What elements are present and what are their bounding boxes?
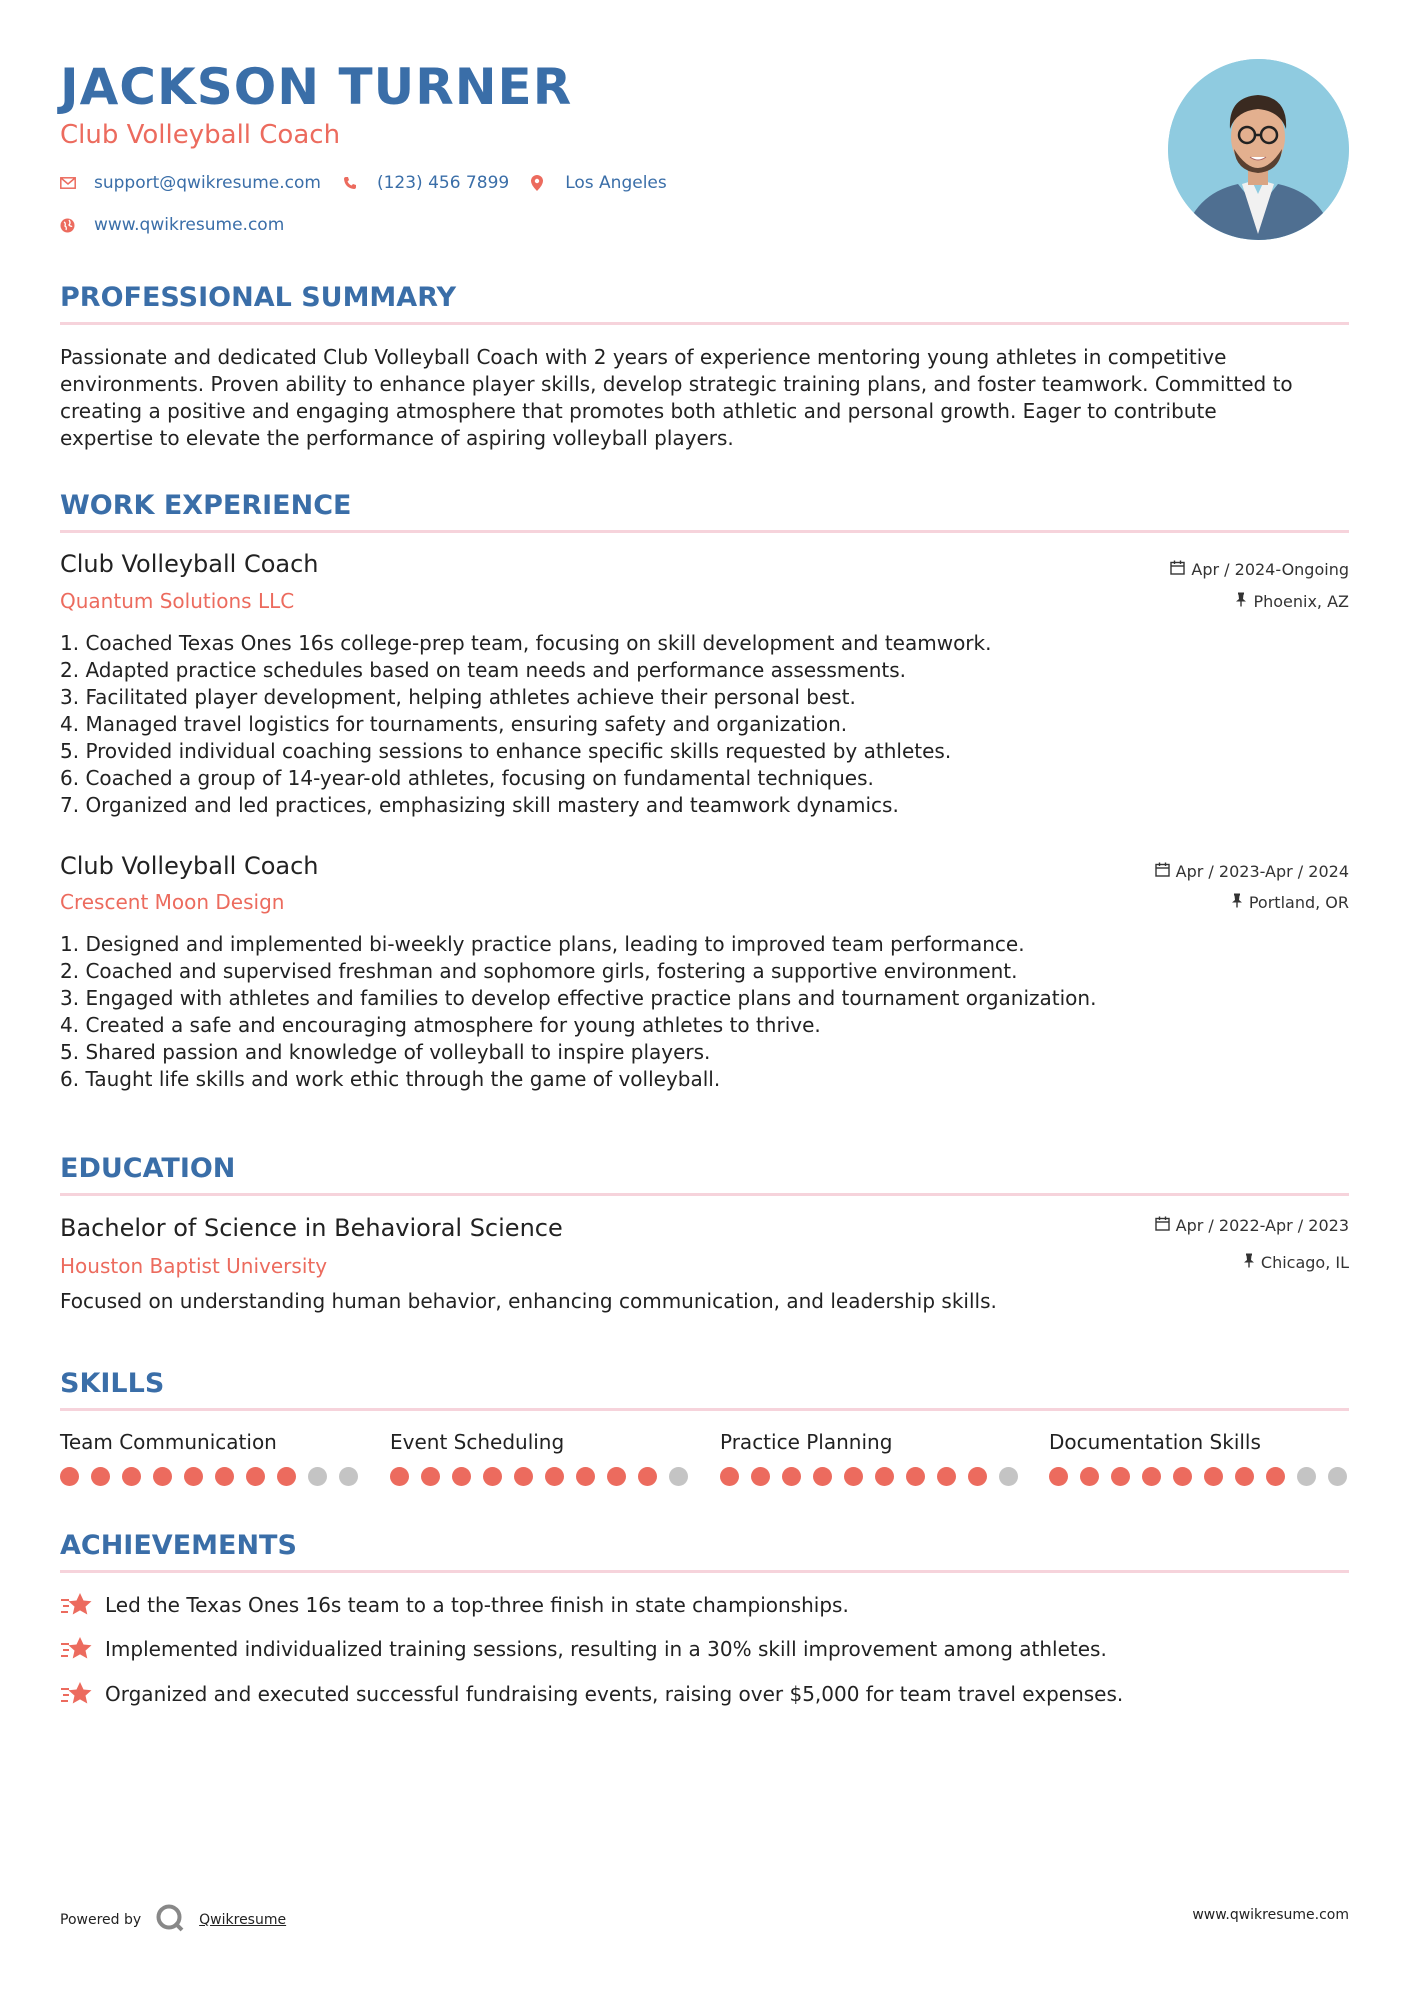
skill-dot-filled — [607, 1467, 626, 1486]
summary-heading: PROFESSIONAL SUMMARY — [60, 282, 457, 313]
pushpin-icon — [1235, 592, 1247, 611]
location-text: Los Angeles — [565, 173, 667, 193]
summary-line: Passionate and dedicated Club Volleyball Coach with 2 years of experience mentoring young athletes in competitive — [60, 345, 1227, 369]
section-divider — [60, 322, 1349, 325]
skill-dot-filled — [215, 1467, 234, 1486]
job-2-bullets — [60, 931, 1350, 1093]
calendar-icon — [1155, 862, 1170, 881]
website-row — [60, 215, 284, 235]
job-1-company: Quantum Solutions LLC — [60, 589, 295, 613]
skill-rating — [60, 1467, 358, 1486]
list-item: 5. Shared passion and knowledge of volleyball to inspire players. — [60, 1040, 711, 1064]
skill-dot-filled — [1080, 1467, 1099, 1486]
job-2-dates: Apr / 2023-Apr / 2024 — [1175, 862, 1349, 881]
skill-dot-filled — [1235, 1467, 1254, 1486]
achievement-item — [60, 1636, 1107, 1662]
section-divider — [60, 1408, 1349, 1411]
qwikresume-link[interactable]: Qwikresume — [199, 1912, 287, 1928]
map-pin-icon — [531, 175, 565, 191]
skill-name: Team Communication — [60, 1430, 277, 1454]
star-icon — [60, 1636, 105, 1662]
section-divider — [60, 1193, 1349, 1196]
skill-name: Documentation Skills — [1049, 1430, 1261, 1454]
skill-dot-filled — [875, 1467, 894, 1486]
job-1-location-row — [1235, 592, 1349, 611]
contact-row — [60, 173, 667, 193]
star-icon — [60, 1592, 105, 1618]
list-item: 6. Coached a group of 14-year-old athletes, focusing on fundamental techniques. — [60, 766, 874, 790]
skill-dot-filled — [514, 1467, 533, 1486]
skill-dot-filled — [483, 1467, 502, 1486]
skill-dot-filled — [246, 1467, 265, 1486]
skill-dot-filled — [751, 1467, 770, 1486]
skill-dot-empty — [308, 1467, 327, 1486]
skill-rating — [720, 1467, 1018, 1486]
skill-dot-empty — [1297, 1467, 1316, 1486]
skill-rating — [390, 1467, 688, 1486]
skill-name: Event Scheduling — [390, 1430, 565, 1454]
job-title: Club Volleyball Coach — [60, 120, 341, 150]
skill-dot-filled — [421, 1467, 440, 1486]
footer-url[interactable]: www.qwikresume.com — [1192, 1907, 1349, 1923]
summary-line: creating a positive and engaging atmosphere that promotes both athletic and personal growth. Eager to contribute — [60, 399, 1217, 423]
list-item: 2. Coached and supervised freshman and sophomore girls, fostering a supportive environment. — [60, 959, 1018, 983]
summary-line: expertise to elevate the performance of aspiring volleyball players. — [60, 426, 734, 450]
skill-dot-filled — [906, 1467, 925, 1486]
calendar-icon — [1155, 1216, 1170, 1235]
skill-dot-filled — [452, 1467, 471, 1486]
list-item: 5. Provided individual coaching sessions to enhance specific skills requested by athletes. — [60, 739, 952, 763]
skill-dot-filled — [545, 1467, 564, 1486]
job-1-dates-row — [1170, 560, 1349, 579]
education-heading: EDUCATION — [60, 1153, 236, 1184]
job-1-bullets — [60, 630, 1350, 819]
skill-dot-filled — [813, 1467, 832, 1486]
candidate-name: JACKSON TURNER — [60, 58, 573, 116]
skill-dot-filled — [638, 1467, 657, 1486]
education-location: Chicago, IL — [1260, 1253, 1349, 1272]
footer-branding — [60, 1903, 286, 1937]
email-link[interactable]: support@qwikresume.com — [94, 173, 321, 193]
achievement-text: Organized and executed successful fundraising events, raising over $5,000 for team travel expenses. — [105, 1682, 1124, 1706]
pushpin-icon — [1231, 893, 1243, 912]
star-icon — [60, 1681, 105, 1707]
list-item: 4. Managed travel logistics for tournaments, ensuring safety and organization. — [60, 712, 848, 736]
achievements-heading: ACHIEVEMENTS — [60, 1530, 297, 1561]
list-item: 3. Engaged with athletes and families to develop effective practice plans and tournament organization. — [60, 986, 1097, 1010]
summary-text — [60, 344, 1349, 452]
skill-dot-filled — [720, 1467, 739, 1486]
education-dates-row — [1155, 1216, 1349, 1235]
summary-line: environments. Proven ability to enhance player skills, develop strategic training plans, and foster teamwork. Committed to — [60, 372, 1293, 396]
achievement-text: Led the Texas Ones 16s team to a top-three finish in state championships. — [105, 1593, 849, 1617]
calendar-icon — [1170, 560, 1185, 579]
skill-dot-filled — [782, 1467, 801, 1486]
skill-dot-filled — [1266, 1467, 1285, 1486]
phone-number[interactable]: (123) 456 7899 — [376, 173, 510, 193]
qwikresume-logo-icon — [155, 1903, 185, 1937]
powered-by-label: Powered by — [60, 1912, 142, 1928]
skill-dot-filled — [1142, 1467, 1161, 1486]
skill-dot-filled — [153, 1467, 172, 1486]
skill-name: Practice Planning — [720, 1430, 893, 1454]
list-item: 6. Taught life skills and work ethic through the game of volleyball. — [60, 1067, 721, 1091]
achievement-text: Implemented individualized training sessions, resulting in a 30% skill improvement among athletes. — [105, 1637, 1107, 1661]
skill-rating — [1049, 1467, 1347, 1486]
skill-dot-empty — [339, 1467, 358, 1486]
skill-dot-filled — [60, 1467, 79, 1486]
skill-dot-filled — [937, 1467, 956, 1486]
job-2-title: Club Volleyball Coach — [60, 852, 319, 880]
job-1-title: Club Volleyball Coach — [60, 550, 319, 578]
skill-dot-filled — [1049, 1467, 1068, 1486]
skill-dot-empty — [1328, 1467, 1347, 1486]
section-divider — [60, 530, 1349, 533]
envelope-icon — [60, 177, 94, 189]
list-item: 2. Adapted practice schedules based on team needs and performance assessments. — [60, 658, 906, 682]
skill-dot-filled — [1173, 1467, 1192, 1486]
website-link[interactable]: www.qwikresume.com — [94, 215, 285, 235]
skill-dot-filled — [844, 1467, 863, 1486]
skill-dot-filled — [184, 1467, 203, 1486]
skill-dot-empty — [669, 1467, 688, 1486]
job-2-location-row — [1231, 893, 1349, 912]
pushpin-icon — [1243, 1253, 1255, 1272]
experience-heading: WORK EXPERIENCE — [60, 490, 352, 521]
skill-dot-filled — [968, 1467, 987, 1486]
skill-dot-empty — [999, 1467, 1018, 1486]
list-item: 7. Organized and led practices, emphasizing skill mastery and teamwork dynamics. — [60, 793, 899, 817]
skill-dot-filled — [277, 1467, 296, 1486]
job-1-location: Phoenix, AZ — [1253, 592, 1349, 611]
achievement-item — [60, 1681, 1123, 1707]
job-2-dates-row — [1155, 862, 1349, 881]
education-location-row — [1243, 1253, 1349, 1272]
skill-dot-filled — [576, 1467, 595, 1486]
school-name: Houston Baptist University — [60, 1254, 328, 1278]
skills-heading: SKILLS — [60, 1368, 165, 1399]
list-item: 1. Designed and implemented bi-weekly practice plans, leading to improved team performance. — [60, 932, 1025, 956]
profile-photo — [1168, 59, 1349, 240]
skill-dot-filled — [1204, 1467, 1223, 1486]
globe-icon — [60, 218, 94, 233]
list-item: 3. Facilitated player development, helping athletes achieve their personal best. — [60, 685, 856, 709]
achievement-item — [60, 1592, 849, 1618]
job-2-company: Crescent Moon Design — [60, 890, 285, 914]
skill-dot-filled — [1111, 1467, 1130, 1486]
degree-title: Bachelor of Science in Behavioral Science — [60, 1214, 563, 1242]
phone-icon — [343, 176, 377, 190]
skill-dot-filled — [390, 1467, 409, 1486]
education-dates: Apr / 2022-Apr / 2023 — [1175, 1216, 1349, 1235]
skill-dot-filled — [91, 1467, 110, 1486]
list-item: 1. Coached Texas Ones 16s college-prep team, focusing on skill development and teamwork. — [60, 631, 992, 655]
job-1-dates: Apr / 2024-Ongoing — [1191, 560, 1349, 579]
education-description: Focused on understanding human behavior, enhancing communication, and leadership skills. — [60, 1289, 997, 1313]
job-2-location: Portland, OR — [1248, 893, 1349, 912]
section-divider — [60, 1570, 1349, 1573]
skill-dot-filled — [122, 1467, 141, 1486]
list-item: 4. Created a safe and encouraging atmosphere for young athletes to thrive. — [60, 1013, 821, 1037]
